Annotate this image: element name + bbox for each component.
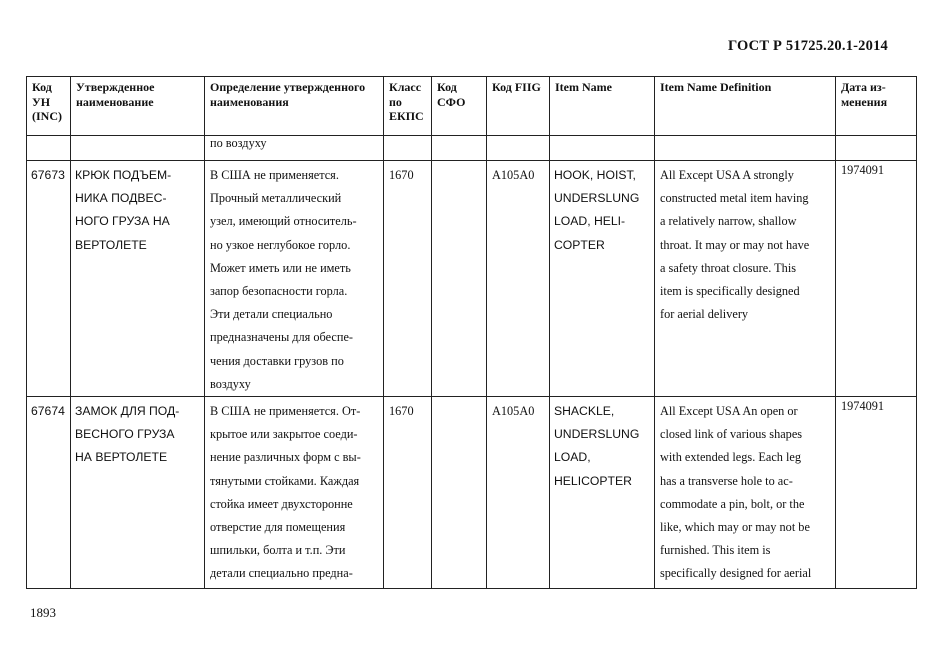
row-definition-line: нение различных форм с вы- xyxy=(210,450,361,465)
row-item-name-line: UNDERSLUNG xyxy=(554,191,640,206)
row-change-date: 1974091 xyxy=(841,164,885,176)
row-definition-line: запор безопасности горла. xyxy=(210,284,348,299)
row-item-def-line: for aerial delivery xyxy=(660,307,749,322)
row-change-date: 1974091 xyxy=(841,400,885,413)
row-definition-line: В США не применяется. xyxy=(210,168,339,182)
header-inc: Код УН (INC) xyxy=(27,77,71,136)
row-name-line: КРЮК ПОДЪЕМ- xyxy=(75,168,172,182)
row-fiig: A105A0 xyxy=(492,168,535,182)
header-definition: Определение утвержденного наименования xyxy=(205,77,384,136)
row-name-line: ЗАМОК ДЛЯ ПОД- xyxy=(75,404,180,419)
row-item-name-line: HELICOPTER xyxy=(554,473,632,488)
row-definition-line: но узкое неглубокое горло. xyxy=(210,237,351,252)
row-item-def-line: commodate a pin, bolt, or the xyxy=(660,496,805,511)
header-change-date: Дата из-менения xyxy=(836,77,917,136)
row-item-name-line: COPTER xyxy=(554,237,605,252)
row-definition-line: чения доставки грузов по xyxy=(210,353,344,368)
row-class: 1670 xyxy=(389,404,414,419)
header-item-definition: Item Name Definition xyxy=(655,77,836,136)
row-definition-line: стойка имеет двухсторонне xyxy=(210,496,353,511)
row-item-def-line: closed link of various shapes xyxy=(660,427,803,442)
row-item-name-line: HOOK, HOIST, xyxy=(554,168,636,182)
row-definition-line: узел, имеющий относитель- xyxy=(210,214,357,229)
row-definition-line: детали специально предна- xyxy=(210,566,353,581)
row-definition-line: Может иметь или не иметь xyxy=(210,260,351,275)
header-fiig: Код FIIG xyxy=(487,77,550,136)
header-sfo: Код СФО xyxy=(432,77,487,136)
document-code: ГОСТ Р 51725.20.1-2014 xyxy=(727,38,888,54)
row-item-def-line: a safety throat closure. This xyxy=(660,260,797,275)
row-class: 1670 xyxy=(389,168,414,182)
row-definition-line: крытое или закрытое соеди- xyxy=(210,427,358,442)
row-item-def-line: a relatively narrow, shallow xyxy=(660,214,797,229)
row-definition-line: тянутыми стойками. Каждая xyxy=(210,473,360,488)
row-definition-line: отверстие для помещения xyxy=(210,520,346,535)
row-item-name-line: LOAD, HELI- xyxy=(554,214,626,229)
row-item-def-line: like, which may or may not be xyxy=(660,520,810,535)
header-approved-name: Утвержденное наименование xyxy=(71,77,205,136)
row-item-def-line: specifically designed for aerial xyxy=(660,566,812,581)
table-row xyxy=(27,397,917,589)
row-item-def-line: constructed metal item having xyxy=(660,191,809,206)
row-name-line: ВЕРТОЛЕТЕ xyxy=(75,237,147,252)
table-row xyxy=(27,161,917,397)
row-item-name-line: SHACKLE, xyxy=(554,404,615,419)
row-name-line: НИКА ПОДВЕС- xyxy=(75,191,167,206)
header-item-name: Item Name xyxy=(550,77,655,136)
row-item-def-line: has a transverse hole to ac- xyxy=(660,473,793,488)
row-inc: 67674 xyxy=(31,404,65,419)
gost-table xyxy=(26,76,917,589)
row-item-name-line: LOAD, xyxy=(554,450,591,465)
row-definition-line: воздуху xyxy=(210,376,251,391)
row-fiig: A105A0 xyxy=(492,404,535,419)
row-item-def-line: All Except USA An open or xyxy=(660,404,798,419)
row-item-def-line: with extended legs. Each leg xyxy=(660,450,802,465)
row-definition-line: В США не применяется. От- xyxy=(210,404,361,419)
row-item-def-line: throat. It may or may not have xyxy=(660,237,810,252)
page-number: 1893 xyxy=(30,605,56,620)
header-class: Класс по ЕКПС xyxy=(384,77,432,136)
row-name-line: НОГО ГРУЗА НА xyxy=(75,214,170,229)
row-name-line: ВЕСНОГО ГРУЗА xyxy=(75,427,175,442)
row-name-line: НА ВЕРТОЛЕТЕ xyxy=(75,450,168,465)
row-definition-line: шпильки, болта и т.п. Эти xyxy=(210,543,346,558)
row-item-def-line: furnished. This item is xyxy=(660,543,771,558)
row-item-def-line: item is specifically designed xyxy=(660,284,800,299)
row-item-name-line: UNDERSLUNG xyxy=(554,427,640,442)
row-definition-line: Прочный металлический xyxy=(210,191,342,206)
continuation-row xyxy=(27,136,917,161)
row-item-def-line: All Except USA A strongly xyxy=(660,168,794,182)
header-row xyxy=(27,77,917,136)
continuation-definition: по воздуху xyxy=(210,136,267,150)
row-definition-line: Эти детали специально xyxy=(210,307,333,322)
row-definition-line: предназначены для обеспе- xyxy=(210,330,354,345)
row-inc: 67673 xyxy=(31,168,65,182)
